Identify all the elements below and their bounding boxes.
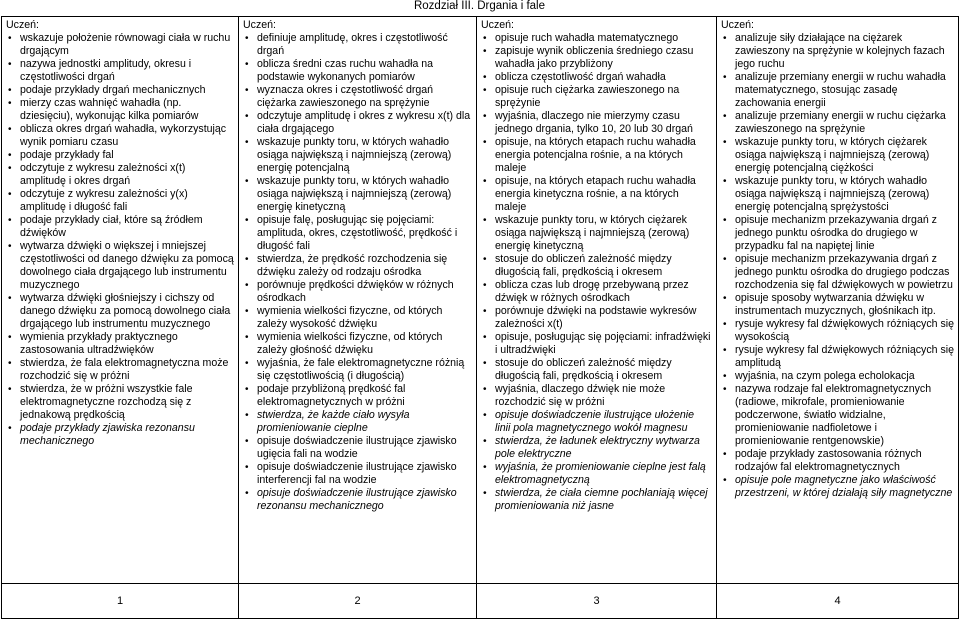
list-item-text: wyjaśnia, że fale elektromagnetyczne różnią się częstotliwością (i długością)	[257, 357, 465, 382]
list-item-text: stwierdza, że ładunek elektryczny wytwarza pole elektryczne	[495, 435, 700, 460]
list-item	[6, 162, 234, 188]
list-item	[243, 279, 472, 305]
column-3	[477, 17, 717, 584]
bullet-icon: •	[8, 215, 12, 226]
bullet-icon: •	[483, 462, 487, 473]
list-item	[6, 97, 234, 123]
list-item-text: wymienia przykłady praktycznego zastosowania ultradźwięków	[20, 331, 178, 356]
list-item	[6, 422, 234, 448]
column-2	[239, 17, 477, 584]
bullet-icon: •	[483, 111, 487, 122]
bullet-icon: •	[723, 215, 727, 226]
list-item-text: zapisuje wynik obliczenia średniego czasu wahadła jako przybliżony	[495, 45, 694, 70]
bullet-icon: •	[245, 384, 249, 395]
list-item	[6, 84, 234, 97]
bullet-icon: •	[483, 332, 487, 343]
list-item-text: analizuje przemiany energii w ruchu wahadła matematycznego, stosując zasadę zachowania energii	[735, 71, 946, 109]
bullet-icon: •	[8, 189, 12, 200]
bullet-icon: •	[245, 462, 249, 473]
list-item	[243, 461, 472, 487]
bullet-icon: •	[723, 449, 727, 460]
bullet-icon: •	[245, 410, 249, 421]
bullet-icon: •	[8, 358, 12, 369]
column-4	[717, 17, 959, 584]
list-item-text: opisuje, na których etapach ruchu wahadła energia potencjalna rośnie, a na których maleje	[495, 136, 696, 174]
list-item	[481, 84, 712, 110]
list-item-text: stosuje do obliczeń zależność między długością fali, prędkością i okresem	[495, 357, 672, 382]
list-item	[243, 409, 472, 435]
list-item-text: stwierdza, że każde ciało wysyła promieniowanie cieplne	[257, 409, 410, 434]
list-item	[243, 383, 472, 409]
list-item	[481, 435, 712, 461]
column-number: 4	[717, 584, 959, 619]
list-item-text: stwierdza, że w próżni wszystkie fale elektromagnetyczne rozchodzą się z jednakową prędkością	[20, 383, 193, 421]
list-item-text: wytwarza dźwięki o większej i mniejszej częstotliwości od danego dźwięku za pomocą dowolnego ciała drgającego lub instrumentu muzycznego	[20, 240, 234, 291]
list-item	[721, 474, 954, 500]
list-item-text: wyjaśnia, na czym polega echolokacja	[735, 370, 915, 382]
list-item-text: stwierdza, że fala elektromagnetyczna może rozchodzić się w próżni	[20, 357, 229, 382]
bullet-icon: •	[245, 254, 249, 265]
list-item	[721, 344, 954, 370]
bullet-icon: •	[245, 176, 249, 187]
list-item-text: opisuje ruch wahadła matematycznego	[495, 32, 679, 44]
list-item-text: rysuje wykresy fal dźwiękowych różniących się amplitudą	[735, 344, 955, 369]
bullet-icon: •	[723, 371, 727, 382]
bullet-icon: •	[8, 384, 12, 395]
list-item	[481, 214, 712, 253]
column-number: 2	[239, 584, 477, 619]
list-item-text: wskazuje punkty toru, w których ciężarek osiąga największą i najmniejszą (zerową) energię kinetyczną	[495, 214, 690, 252]
list-item-text: opisuje, posługując się pojęciami: infradźwięki i ultradźwięki	[495, 331, 711, 356]
bullet-icon: •	[483, 488, 487, 499]
list-item	[481, 461, 712, 487]
list-item	[6, 149, 234, 162]
list-item-text: oblicza średni czas ruchu wahadła na podstawie wykonanych pomiarów	[257, 58, 434, 83]
list-item	[243, 136, 472, 175]
bullet-icon: •	[8, 124, 12, 135]
list-item	[6, 357, 234, 383]
list-item-text: podaje przykłady fal	[20, 149, 114, 161]
bullet-icon: •	[723, 319, 727, 330]
bullet-icon: •	[245, 137, 249, 148]
requirements-table	[1, 16, 959, 619]
list-item-text: podaje przykłady ciał, które są źródłem dźwięków	[20, 214, 203, 239]
list-item-text: wskazuje punkty toru, w których wahadło osiąga największą i najmniejszą (zerową) energię potencjalną sprężystości	[735, 175, 930, 213]
list-item-text: wymienia wielkości fizyczne, od których zależy głośność dźwięku	[257, 331, 443, 356]
list-item	[721, 32, 954, 71]
bullet-icon: •	[245, 436, 249, 447]
bullet-icon: •	[245, 33, 249, 44]
list-item-text: opisuje mechanizm przekazywania drgań z jednego punktu ośrodka do drugiego podczas rozchodzenia się fal dźwiękowych w powietrzu	[735, 253, 953, 291]
column-number: 3	[477, 584, 717, 619]
list-item	[6, 32, 234, 58]
bullet-icon: •	[483, 85, 487, 96]
list-item-text: podaje przykłady drgań mechanicznych	[20, 84, 206, 96]
list-item	[721, 448, 954, 474]
bullet-icon: •	[8, 85, 12, 96]
list-item-text: analizuje siły działające na ciężarek zawieszony na sprężynie w kolejnych fazach jego ruchu	[735, 32, 945, 70]
list-item	[481, 383, 712, 409]
bullet-icon: •	[483, 215, 487, 226]
list-item	[481, 487, 712, 513]
bullet-icon: •	[245, 358, 249, 369]
list-item-text: stwierdza, że prędkość rozchodzenia się dźwięku zależy od rodzaju ośrodka	[257, 253, 448, 278]
list-item-text: podaje przykłady zjawiska rezonansu mechanicznego	[20, 422, 195, 447]
bullet-icon: •	[8, 150, 12, 161]
list-item-text: wyjaśnia, dlaczego nie mierzymy czasu jednego drgania, tylko 10, 20 lub 30 drgań	[495, 110, 693, 135]
list-item	[721, 136, 954, 175]
list-item	[721, 370, 954, 383]
list-item	[243, 214, 472, 253]
bullet-icon: •	[245, 215, 249, 226]
bullet-icon: •	[8, 163, 12, 174]
list-item-text: stwierdza, że ciała ciemne pochłaniają więcej promieniowania niż jasne	[495, 487, 708, 512]
list-item	[243, 84, 472, 110]
list-item-text: mierzy czas wahnięć wahadła (np. dziesięciu), wykonując kilka pomiarów	[20, 97, 199, 122]
list-item	[6, 292, 234, 331]
list-item-text: wskazuje punkty toru, w których wahadło osiąga największą i najmniejszą (zerową) energię kinetyczną	[257, 175, 452, 213]
bullet-icon: •	[245, 488, 249, 499]
bullet-icon: •	[8, 33, 12, 44]
list-item-text: wskazuje punkty toru, w których ciężarek osiąga największą i najmniejszą (zerową) energię potencjalną ciężkości	[735, 136, 930, 174]
list-item-text: wymienia wielkości fizyczne, od których zależy wysokość dźwięku	[257, 305, 443, 330]
list-item	[481, 331, 712, 357]
list-item	[481, 279, 712, 305]
list-item	[481, 32, 712, 45]
bullet-icon: •	[8, 423, 12, 434]
bullet-icon: •	[723, 176, 727, 187]
list-item	[721, 110, 954, 136]
list-item	[6, 383, 234, 422]
bullet-icon: •	[245, 280, 249, 291]
list-item	[481, 253, 712, 279]
list-item	[243, 253, 472, 279]
bullet-icon: •	[8, 332, 12, 343]
bullet-icon: •	[245, 59, 249, 70]
list-item	[243, 32, 472, 58]
bullet-icon: •	[483, 358, 487, 369]
list-item	[481, 357, 712, 383]
list-item	[6, 240, 234, 292]
bullet-icon: •	[245, 85, 249, 96]
list-item	[481, 409, 712, 435]
bullet-icon: •	[245, 332, 249, 343]
bullet-icon: •	[483, 176, 487, 187]
list-item	[721, 292, 954, 318]
list-item	[243, 357, 472, 383]
list-item-text: wskazuje punkty toru, w których wahadło osiąga największą i najmniejszą (zerową) energię potencjalną	[257, 136, 452, 174]
bullet-icon: •	[8, 241, 12, 252]
list-item	[6, 123, 234, 149]
list-item	[6, 188, 234, 214]
bullet-icon: •	[483, 72, 487, 83]
list-item	[721, 253, 954, 292]
list-item	[721, 214, 954, 253]
list-item-text: rysuje wykresy fal dźwiękowych różniących się wysokością	[735, 318, 955, 343]
list-item-text: odczytuje amplitudę i okres z wykresu x(t) dla ciała drgającego	[257, 110, 471, 135]
list-item-text: wyznacza okres i częstotliwość drgań ciężarka zawieszonego na sprężynie	[257, 84, 434, 109]
chapter-title: Rozdział III. Drgania i fale	[413, 0, 546, 12]
list-item	[721, 71, 954, 110]
list-item-text: opisuje sposoby wytwarzania dźwięku w instrumentach muzycznych, głośnikach itp.	[735, 292, 936, 317]
list-item	[481, 175, 712, 214]
list-item-text: nazywa rodzaje fal elektromagnetycznych (radiowe, mikrofale, promieniowanie podczerwone, światło widzialne, promieniowanie nadfioletowe i promieniowanie rentgenowskie)	[735, 383, 932, 447]
bullet-icon: •	[723, 111, 727, 122]
bullet-icon: •	[483, 280, 487, 291]
bullet-icon: •	[8, 293, 12, 304]
list-item-text: definiuje amplitudę, okres i częstotliwość drgań	[257, 32, 448, 57]
list-item	[243, 305, 472, 331]
list-item-text: wskazuje położenie równowagi ciała w ruchu drgającym	[20, 32, 231, 57]
list-item-text: oblicza czas lub drogę przebywaną przez dźwięk w różnych ośrodkach	[495, 279, 689, 304]
list-item	[243, 435, 472, 461]
column-header: Uczeń:	[6, 19, 39, 31]
bullet-icon: •	[483, 384, 487, 395]
list-item-text: wyjaśnia, dlaczego dźwięk nie może rozchodzić się w próżni	[495, 383, 666, 408]
list-item	[243, 175, 472, 214]
list-item-text: opisuje mechanizm przekazywania drgań z jednego punktu ośrodka do drugiego w przypadku fal na napiętej linie	[735, 214, 937, 252]
bullet-icon: •	[483, 306, 487, 317]
list-item-text: podaje przybliżoną prędkość fal elektromagnetycznych w próżni	[257, 383, 406, 408]
bullet-icon: •	[483, 33, 487, 44]
list-item-text: porównuje prędkości dźwięków w różnych ośrodkach	[257, 279, 454, 304]
list-item-text: opisuje pole magnetyczne jako właściwość przestrzeni, w której działają siły magnetyczne	[735, 474, 953, 499]
list-item	[481, 110, 712, 136]
column-header: Uczeń:	[243, 19, 276, 31]
list-item	[481, 305, 712, 331]
list-item-text: wyjaśnia, że promieniowanie cieplne jest falą elektromagnetyczną	[495, 461, 706, 486]
bullet-icon: •	[723, 384, 727, 395]
bullet-icon: •	[723, 72, 727, 83]
list-item-text: opisuje, na których etapach ruchu wahadła energia kinetyczna rośnie, a na których maleje	[495, 175, 696, 213]
list-item-text: oblicza częstotliwość drgań wahadła	[495, 71, 666, 83]
list-item	[481, 71, 712, 84]
list-item	[243, 110, 472, 136]
bullet-icon: •	[245, 111, 249, 122]
bullet-icon: •	[483, 436, 487, 447]
list-item	[721, 175, 954, 214]
list-item	[6, 58, 234, 84]
list-item-text: stosuje do obliczeń zależność między długością fali, prędkością i okresem	[495, 253, 672, 278]
list-item-text: porównuje dźwięki na podstawie wykresów zależności x(t)	[495, 305, 697, 330]
column-header: Uczeń:	[481, 19, 514, 31]
bullet-icon: •	[483, 254, 487, 265]
list-item-text: opisuje doświadczenie ilustrujące zjawisko ugięcia fali na wodzie	[257, 435, 457, 460]
list-item-text: analizuje przemiany energii w ruchu ciężarka zawieszonego na sprężynie	[735, 110, 946, 135]
bullet-icon: •	[8, 98, 12, 109]
list-item-text: opisuje falę, posługując się pojęciami: amplituda, okres, częstotliwość, prędkość i długość fali	[257, 214, 458, 252]
list-item-text: nazywa jednostki amplitudy, okresu i częstotliwości drgań	[20, 58, 192, 83]
bullet-icon: •	[723, 475, 727, 486]
list-item-text: oblicza okres drgań wahadła, wykorzystując wynik pomiaru czasu	[20, 123, 227, 148]
bullet-icon: •	[723, 254, 727, 265]
list-item	[6, 331, 234, 357]
list-item-text: odczytuje z wykresu zależności x(t) amplitudę i okres drgań	[20, 162, 186, 187]
list-item	[243, 331, 472, 357]
list-item	[243, 58, 472, 84]
bullet-icon: •	[483, 46, 487, 57]
bullet-icon: •	[483, 137, 487, 148]
list-item-text: opisuje doświadczenie ilustrujące zjawisko rezonansu mechanicznego	[257, 487, 457, 512]
bullet-icon: •	[723, 345, 727, 356]
list-item-text: opisuje doświadczenie ilustrujące zjawisko interferencji fal na wodzie	[257, 461, 457, 486]
list-item	[243, 487, 472, 513]
list-item-text: opisuje doświadczenie ilustrujące ułożenie linii pola magnetycznego wokół magnesu	[495, 409, 695, 434]
list-item-text: opisuje ruch ciężarka zawieszonego na sprężynie	[495, 84, 680, 109]
list-item-text: odczytuje z wykresu zależności y(x) amplitudę i długość fali	[20, 188, 188, 213]
column-1	[2, 17, 239, 584]
list-item-text: wytwarza dźwięki głośniejszy i cichszy od danego dźwięku za pomocą dowolnego ciała drgającego lub instrumentu muzycznego	[20, 292, 231, 330]
bullet-icon: •	[483, 410, 487, 421]
column-number: 1	[2, 584, 239, 619]
bullet-icon: •	[245, 306, 249, 317]
list-item	[481, 136, 712, 175]
list-item	[721, 318, 954, 344]
bullet-icon: •	[8, 59, 12, 70]
list-item-text: podaje przykłady zastosowania różnych rodzajów fal elektromagnetycznych	[735, 448, 922, 473]
bullet-icon: •	[723, 293, 727, 304]
bullet-icon: •	[723, 137, 727, 148]
list-item	[481, 45, 712, 71]
list-item	[6, 214, 234, 240]
bullet-icon: •	[723, 33, 727, 44]
list-item	[721, 383, 954, 448]
column-header: Uczeń:	[721, 19, 754, 31]
